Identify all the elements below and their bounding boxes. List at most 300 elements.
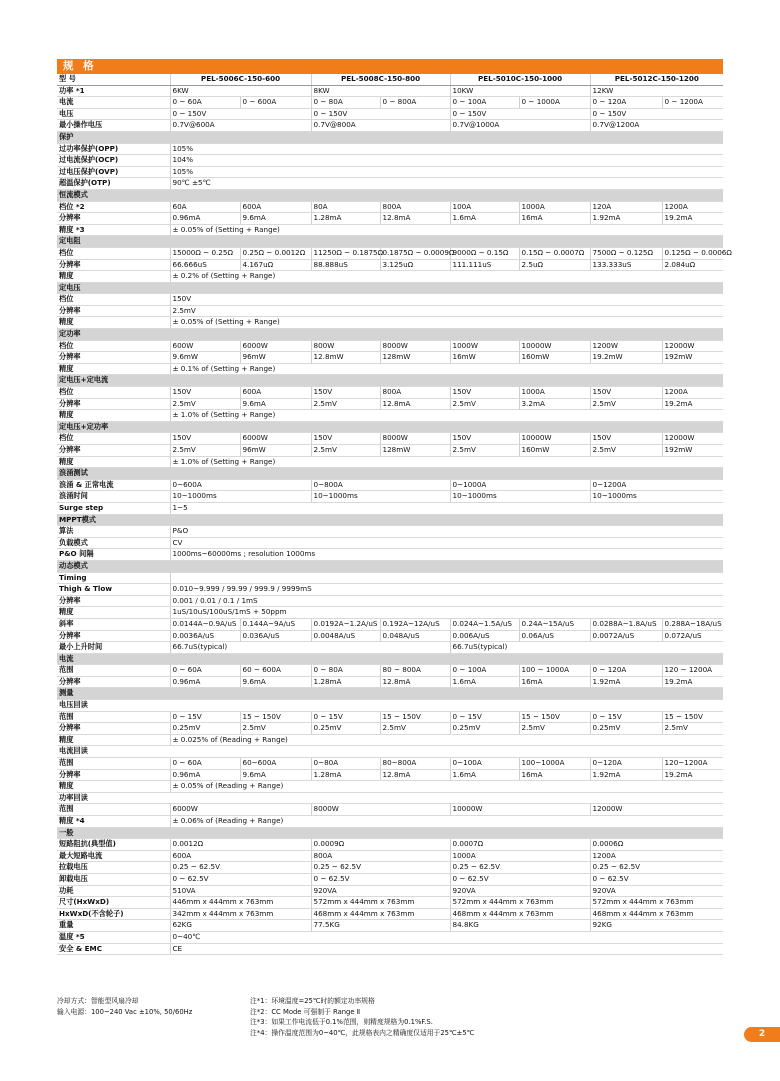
section-row xyxy=(57,131,723,143)
spec-label: Surge step xyxy=(57,502,170,514)
spec-value: 572mm x 444mm x 763mm xyxy=(311,897,450,909)
spec-label: 最大短路电流 xyxy=(57,850,170,862)
spec-row xyxy=(57,746,723,758)
spec-label: 短路阻抗(典型值) xyxy=(57,839,170,851)
spec-value: 6000W xyxy=(240,340,311,352)
spec-row xyxy=(57,642,723,654)
spec-value: 0.7V@600A xyxy=(170,120,311,132)
spec-label: 范围 xyxy=(57,665,170,677)
spec-value: 10KW xyxy=(450,85,590,97)
spec-label: 精度 xyxy=(57,410,170,422)
spec-row xyxy=(57,502,723,514)
spec-value: 0.25 ~ 62.5V xyxy=(450,862,590,874)
spec-value: 2.5mV xyxy=(590,398,662,410)
spec-value: 0.25 ~ 62.5V xyxy=(590,862,723,874)
spec-value: 0 ~ 800A xyxy=(380,97,450,109)
spec-label: 档位 xyxy=(57,387,170,399)
notes-left xyxy=(57,996,237,1017)
spec-label: 功率回读 xyxy=(57,792,723,804)
spec-value: 572mm x 444mm x 763mm xyxy=(450,897,590,909)
note-left-line: 输入电源：100~240 Vac ±10%, 50/60Hz xyxy=(57,1007,193,1016)
spec-value: 2.5mV xyxy=(450,398,519,410)
spec-label: 最小操作电压 xyxy=(57,120,170,132)
spec-value: 3.125uΩ xyxy=(380,259,450,271)
spec-value: 1200A xyxy=(662,201,723,213)
spec-value: 1.92mA xyxy=(590,676,662,688)
spec-value: 0.0006Ω xyxy=(590,839,723,851)
spec-label: 尺寸(HxWxD) xyxy=(57,897,170,909)
spec-value: 0.25mV xyxy=(590,723,662,735)
spec-value: 192mW xyxy=(662,352,723,364)
spec-value: 0.25mV xyxy=(450,723,519,735)
spec-label: 电压回读 xyxy=(57,700,723,712)
spec-label: 保护 xyxy=(57,131,723,143)
spec-value: 10~1000ms xyxy=(590,491,723,503)
spec-value: 1.28mA xyxy=(311,213,380,225)
spec-value: 150V xyxy=(170,387,240,399)
spec-label: 定电压 xyxy=(57,282,723,294)
spec-row xyxy=(57,294,723,306)
spec-row xyxy=(57,201,723,213)
spec-label: 定电压+定电流 xyxy=(57,375,723,387)
spec-value: 1.28mA xyxy=(311,769,380,781)
spec-label: 定功率 xyxy=(57,329,723,341)
spec-value: 120~1200A xyxy=(662,758,723,770)
spec-value: 0.0048A/uS xyxy=(311,630,380,642)
spec-label: 范围 xyxy=(57,804,170,816)
spec-row xyxy=(57,792,723,804)
spec-row xyxy=(57,456,723,468)
spec-value: 0 ~ 150V xyxy=(170,108,311,120)
spec-row xyxy=(57,537,723,549)
spec-label: 精度 xyxy=(57,607,170,619)
spec-row xyxy=(57,213,723,225)
spec-table xyxy=(57,74,732,955)
spec-value: ± 0.05% of (Reading + Range) xyxy=(170,781,723,793)
spec-value: 9.6mA xyxy=(240,213,311,225)
spec-row xyxy=(57,804,723,816)
spec-label: 定电压+定功率 xyxy=(57,421,723,433)
spec-value: 0.0288A~1.8A/uS xyxy=(590,618,662,630)
spec-value: 16mA xyxy=(519,213,590,225)
spec-label: 分辨率 xyxy=(57,259,170,271)
spec-label: 恒流模式 xyxy=(57,189,723,201)
spec-value: 100 ~ 1000A xyxy=(519,665,590,677)
spec-value: 1200W xyxy=(590,340,662,352)
spec-label: 分辨率 xyxy=(57,630,170,642)
spec-value: 0 ~ 62.5V xyxy=(311,873,450,885)
spec-label: 拉载电压 xyxy=(57,862,170,874)
spec-label: Thigh & Tlow xyxy=(57,584,170,596)
spec-row xyxy=(57,271,723,283)
spec-value: 1.6mA xyxy=(450,769,519,781)
spec-value: 0.288A~18A/uS xyxy=(662,618,723,630)
spec-value: 160mW xyxy=(519,445,590,457)
spec-value: 19.2mA xyxy=(662,398,723,410)
model-header-row xyxy=(57,74,723,85)
spec-value: 0.048A/uS xyxy=(380,630,450,642)
spec-row xyxy=(57,247,723,259)
spec-label: 过功率保护(OPP) xyxy=(57,143,170,155)
spec-value: 0~40℃ xyxy=(170,931,723,943)
spec-value: 12.8mW xyxy=(311,352,380,364)
spec-value: 12000W xyxy=(662,340,723,352)
spec-label: 精度 xyxy=(57,781,170,793)
spec-value: 0.036A/uS xyxy=(240,630,311,642)
spec-value: 800A xyxy=(380,201,450,213)
spec-label: 分辨率 xyxy=(57,769,170,781)
section-row xyxy=(57,236,723,248)
spec-value: 0.0012Ω xyxy=(170,839,311,851)
spec-value: 12.8mA xyxy=(380,213,450,225)
spec-row xyxy=(57,711,723,723)
spec-label: 档位 xyxy=(57,294,170,306)
spec-value: ± 0.2% of (Setting + Range) xyxy=(170,271,723,283)
spec-value: 150V xyxy=(311,387,380,399)
spec-value: 150V xyxy=(311,433,380,445)
spec-value: 12000W xyxy=(662,433,723,445)
spec-value: 0.0036A/uS xyxy=(170,630,240,642)
spec-label: 最小上升时间 xyxy=(57,642,170,654)
spec-row xyxy=(57,943,723,955)
spec-value: 16mA xyxy=(519,676,590,688)
spec-value: 0.0009Ω xyxy=(311,839,450,851)
spec-value: 12.8mA xyxy=(380,676,450,688)
spec-label: 精度 *3 xyxy=(57,224,170,236)
spec-value: 15 ~ 150V xyxy=(519,711,590,723)
spec-value: 66.7uS(typical) xyxy=(450,642,723,654)
spec-label: 超温保护(OTP) xyxy=(57,178,170,190)
footnote-line: 注*3：如果工作电流低于0.1%范围，则精度规格为0.1%F.S. xyxy=(250,1018,433,1026)
spec-value: 1200A xyxy=(662,387,723,399)
spec-value: 0.7V@1200A xyxy=(590,120,723,132)
spec-row xyxy=(57,873,723,885)
spec-value: 2.5mV xyxy=(170,445,240,457)
spec-label: 分辨率 xyxy=(57,305,170,317)
spec-value: 192mW xyxy=(662,445,723,457)
spec-label: 过电压保护(OVP) xyxy=(57,166,170,178)
spec-label: 浪涌 & 正常电流 xyxy=(57,479,170,491)
section-banner: 规 格 xyxy=(57,59,723,74)
spec-label: 精度 *4 xyxy=(57,816,170,828)
spec-label: 电压 xyxy=(57,108,170,120)
spec-value: 0 ~ 100A xyxy=(450,97,519,109)
spec-row xyxy=(57,479,723,491)
spec-value: 0.0192A~1.2A/uS xyxy=(311,618,380,630)
spec-value: ± 0.1% of (Setting + Range) xyxy=(170,363,723,375)
spec-row xyxy=(57,920,723,932)
spec-row xyxy=(57,305,723,317)
spec-label: 安全 & EMC xyxy=(57,943,170,955)
spec-value: 7500Ω ~ 0.125Ω xyxy=(590,247,662,259)
spec-value: 10~1000ms xyxy=(170,491,311,503)
spec-value: 0.010~9.999 / 99.99 / 999.9 / 9999mS xyxy=(170,584,723,596)
spec-value: 0.0072A/uS xyxy=(590,630,662,642)
spec-value: 1.6mA xyxy=(450,676,519,688)
spec-value: ± 0.05% of (Setting + Range) xyxy=(170,224,723,236)
spec-row xyxy=(57,224,723,236)
spec-row xyxy=(57,363,723,375)
spec-value: 10~1000ms xyxy=(450,491,590,503)
section-row xyxy=(57,514,723,526)
spec-value: 0~100A xyxy=(450,758,519,770)
spec-value: 0~80A xyxy=(311,758,380,770)
spec-label: 温度 *5 xyxy=(57,931,170,943)
spec-row xyxy=(57,769,723,781)
spec-row xyxy=(57,572,723,584)
spec-row xyxy=(57,897,723,909)
spec-label: 电流 xyxy=(57,97,170,109)
spec-label: 分辨率 xyxy=(57,723,170,735)
section-row xyxy=(57,189,723,201)
spec-label: 精度 xyxy=(57,456,170,468)
spec-value: 0 ~ 80A xyxy=(311,665,380,677)
spec-row xyxy=(57,491,723,503)
spec-row xyxy=(57,178,723,190)
spec-label: 过电流保护(OCP) xyxy=(57,155,170,167)
spec-value: 1.92mA xyxy=(590,769,662,781)
spec-row xyxy=(57,155,723,167)
spec-value: 120A xyxy=(590,201,662,213)
spec-row xyxy=(57,445,723,457)
spec-value: 920VA xyxy=(590,885,723,897)
spec-value: 10000W xyxy=(519,340,590,352)
spec-value: PEL-5012C-150-1200 xyxy=(590,74,723,85)
spec-value: 2.5mV xyxy=(450,445,519,457)
spec-value: 80 ~ 800A xyxy=(380,665,450,677)
spec-row xyxy=(57,317,723,329)
spec-value: 0 ~ 15V xyxy=(590,711,662,723)
spec-value: 62KG xyxy=(170,920,311,932)
spec-value: 8KW xyxy=(311,85,450,97)
spec-value: 6000W xyxy=(170,804,311,816)
spec-label: 电流回读 xyxy=(57,746,723,758)
spec-value: 6KW xyxy=(170,85,311,97)
spec-value: 9.6mW xyxy=(170,352,240,364)
spec-value: 19.2mA xyxy=(662,676,723,688)
spec-value: ± 1.0% of (Setting + Range) xyxy=(170,456,723,468)
spec-value: 0.06A/uS xyxy=(519,630,590,642)
section-row xyxy=(57,560,723,572)
spec-label: 斜率 xyxy=(57,618,170,630)
spec-value: 128mW xyxy=(380,445,450,457)
spec-row xyxy=(57,398,723,410)
spec-value: 2.5mV xyxy=(170,398,240,410)
spec-value: 920VA xyxy=(311,885,450,897)
spec-value: 160mW xyxy=(519,352,590,364)
spec-label: 功耗 xyxy=(57,885,170,897)
spec-value: 0.072A/uS xyxy=(662,630,723,642)
spec-value xyxy=(170,572,723,584)
spec-value: 60A xyxy=(170,201,240,213)
spec-value: 0~1000A xyxy=(450,479,590,491)
spec-value: 9.6mA xyxy=(240,398,311,410)
spec-label: 精度 xyxy=(57,363,170,375)
spec-value: 92KG xyxy=(590,920,723,932)
spec-value: 19.2mA xyxy=(662,213,723,225)
spec-label: 电流 xyxy=(57,653,723,665)
spec-value: 0.024A~1.5A/uS xyxy=(450,618,519,630)
spec-row xyxy=(57,665,723,677)
spec-label: 档位 xyxy=(57,340,170,352)
notes-right xyxy=(250,996,720,1038)
spec-value: 1000W xyxy=(450,340,519,352)
spec-value: 0 ~ 150V xyxy=(450,108,590,120)
spec-row xyxy=(57,816,723,828)
spec-value: 1000A xyxy=(519,387,590,399)
spec-value: 1000A xyxy=(450,850,590,862)
spec-row xyxy=(57,340,723,352)
spec-value: 0 ~ 15V xyxy=(170,711,240,723)
spec-label: 分辨率 xyxy=(57,595,170,607)
spec-value: 600A xyxy=(170,850,311,862)
spec-value: 0 ~ 62.5V xyxy=(170,873,311,885)
spec-value: 800A xyxy=(311,850,450,862)
spec-value: 15 ~ 150V xyxy=(380,711,450,723)
spec-row xyxy=(57,120,723,132)
spec-value: 0 ~ 60A xyxy=(170,97,240,109)
spec-value: 19.2mA xyxy=(662,769,723,781)
spec-row xyxy=(57,618,723,630)
spec-label: 一般 xyxy=(57,827,723,839)
spec-value: 1000A xyxy=(519,201,590,213)
spec-value: 0~120A xyxy=(590,758,662,770)
spec-row xyxy=(57,931,723,943)
spec-value: 1~5 xyxy=(170,502,723,514)
spec-value: 2.5mV xyxy=(662,723,723,735)
spec-label: 精度 xyxy=(57,734,170,746)
spec-value: 10000W xyxy=(450,804,590,816)
spec-value: 0.96mA xyxy=(170,213,240,225)
spec-label: 范围 xyxy=(57,711,170,723)
spec-row xyxy=(57,781,723,793)
spec-value: 150V xyxy=(590,433,662,445)
spec-value: 10000W xyxy=(519,433,590,445)
spec-value: 8000W xyxy=(380,433,450,445)
spec-value: 0.96mA xyxy=(170,769,240,781)
spec-row xyxy=(57,410,723,422)
spec-value: 2.5uΩ xyxy=(519,259,590,271)
spec-value: 0 ~ 15V xyxy=(311,711,380,723)
spec-value: 0.25Ω ~ 0.0012Ω xyxy=(240,247,311,259)
spec-value: 0 ~ 120A xyxy=(590,665,662,677)
spec-value: 0.1875Ω ~ 0.0009Ω xyxy=(380,247,450,259)
spec-value: 66.666uS xyxy=(170,259,240,271)
spec-value: 2.5mV xyxy=(170,305,723,317)
spec-value: 80A xyxy=(311,201,380,213)
spec-value: 468mm x 444mm x 763mm xyxy=(450,908,590,920)
spec-row xyxy=(57,885,723,897)
spec-value: 800A xyxy=(380,387,450,399)
spec-value: 0.192A~12A/uS xyxy=(380,618,450,630)
spec-value: 120 ~ 1200A xyxy=(662,665,723,677)
spec-value: 77.5KG xyxy=(311,920,450,932)
spec-value: PEL-5008C-150-800 xyxy=(311,74,450,85)
spec-row xyxy=(57,607,723,619)
spec-value: 12KW xyxy=(590,85,723,97)
spec-label: MPPT模式 xyxy=(57,514,723,526)
spec-value: 9.6mA xyxy=(240,769,311,781)
spec-value: 60 ~ 600A xyxy=(240,665,311,677)
spec-label: 定电阻 xyxy=(57,236,723,248)
spec-value: 0 ~ 100A xyxy=(450,665,519,677)
spec-value: 0 ~ 1200A xyxy=(662,97,723,109)
spec-label: 型 号 xyxy=(57,74,170,85)
spec-value: 0 ~ 600A xyxy=(240,97,311,109)
spec-row xyxy=(57,352,723,364)
spec-value: 150V xyxy=(590,387,662,399)
spec-value: 2.084uΩ xyxy=(662,259,723,271)
spec-label: 范围 xyxy=(57,758,170,770)
spec-label: 精度 xyxy=(57,271,170,283)
spec-value: ± 0.025% of (Reading + Range) xyxy=(170,734,723,746)
spec-row xyxy=(57,595,723,607)
spec-value: ± 0.06% of (Reading + Range) xyxy=(170,816,723,828)
spec-value: 16mW xyxy=(450,352,519,364)
spec-row xyxy=(57,85,723,97)
spec-value: 0 ~ 150V xyxy=(311,108,450,120)
spec-label: 分辨率 xyxy=(57,352,170,364)
spec-value: 0 ~ 62.5V xyxy=(450,873,590,885)
spec-row xyxy=(57,758,723,770)
spec-label: 重量 xyxy=(57,920,170,932)
spec-label: 卸载电压 xyxy=(57,873,170,885)
spec-label: Timing xyxy=(57,572,170,584)
spec-value: 0.24A~15A/uS xyxy=(519,618,590,630)
spec-value: ± 1.0% of (Setting + Range) xyxy=(170,410,723,422)
spec-value: 2.5mV xyxy=(519,723,590,735)
spec-value: 920VA xyxy=(450,885,590,897)
spec-value: 128mW xyxy=(380,352,450,364)
spec-value: 1.28mA xyxy=(311,676,380,688)
spec-value: 0.7V@1000A xyxy=(450,120,590,132)
section-row xyxy=(57,827,723,839)
spec-value: 15000Ω ~ 0.25Ω xyxy=(170,247,240,259)
spec-value: 84.8KG xyxy=(450,920,590,932)
footnote-line: 注*1：环境温度=25℃时的额定功率规格 xyxy=(250,997,375,1005)
spec-value: 66.7uS(typical) xyxy=(170,642,450,654)
spec-value: 0.25mV xyxy=(311,723,380,735)
spec-label: HxWxD(不含轮子) xyxy=(57,908,170,920)
spec-row xyxy=(57,108,723,120)
spec-value: 468mm x 444mm x 763mm xyxy=(590,908,723,920)
spec-label: 功率 *1 xyxy=(57,85,170,97)
spec-value: 2.5mV xyxy=(311,445,380,457)
spec-label: 算法 xyxy=(57,526,170,538)
spec-row xyxy=(57,166,723,178)
spec-value: 0 ~ 120A xyxy=(590,97,662,109)
spec-label: 浪涌时间 xyxy=(57,491,170,503)
spec-value: 1000ms~60000ms ; resolution 1000ms xyxy=(170,549,723,561)
spec-value: PEL-5010C-150-1000 xyxy=(450,74,590,85)
spec-row xyxy=(57,839,723,851)
spec-value: 1200A xyxy=(590,850,723,862)
spec-value: 12000W xyxy=(590,804,723,816)
spec-row xyxy=(57,723,723,735)
spec-value: 12.8mA xyxy=(380,769,450,781)
spec-value: 510VA xyxy=(170,885,311,897)
spec-value: 6000W xyxy=(240,433,311,445)
footnote-line: 注*4：操作温度范围为0~40℃，此规格表内之精确度仅适用于25℃±5℃ xyxy=(250,1028,475,1037)
spec-value: 150V xyxy=(450,387,519,399)
spec-value: 0.25 ~ 62.5V xyxy=(170,862,311,874)
spec-label: 分辨率 xyxy=(57,445,170,457)
spec-value: 0.96mA xyxy=(170,676,240,688)
spec-row xyxy=(57,97,723,109)
spec-value: 1uS/10uS/100uS/1mS + 50ppm xyxy=(170,607,723,619)
spec-label: 分辨率 xyxy=(57,676,170,688)
spec-value: 11250Ω ~ 0.1875Ω xyxy=(311,247,380,259)
